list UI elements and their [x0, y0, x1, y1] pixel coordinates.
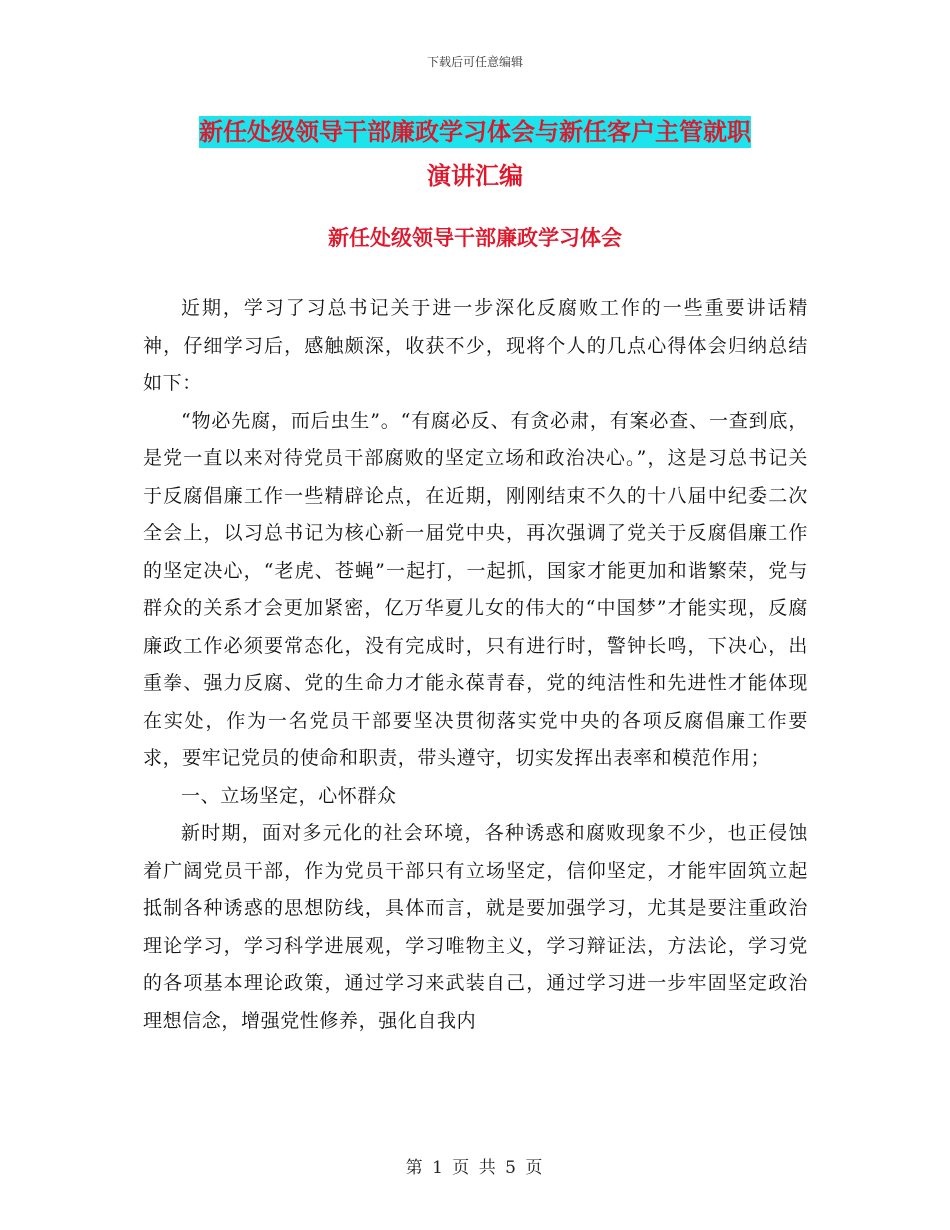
document-title: [140, 110, 810, 198]
header-note: 下载后可任意编辑: [426, 55, 523, 69]
document-title-line2: 演讲汇编: [427, 162, 523, 190]
document-title-line1: 新任处级领导干部廉政学习体会与新任客户主管就职: [199, 118, 751, 146]
page-footer: 第 1 页 共 5 页: [405, 1158, 545, 1178]
section-title: 新任处级领导干部廉政学习体会: [328, 226, 622, 250]
document-body: [143, 290, 808, 1040]
paragraph-heading-1: 一、立场坚定，心怀群众: [181, 784, 397, 807]
paragraph-body-1: 新时期，面对多元化的社会环境，各种诱惑和腐败现象不少，也正侵蚀着广阔党员干部，作为党员干部只有立场坚定，信仰坚定，才能牢固筑立起抵制各种诱惑的思想防线，具体而言，就是要加强学习，尤其是要注重政治理论学习，学习科学进展观，学习唯物主义，学习辩证法，方法论，学习党的各项基本理论政策，通过学习来武装自己，通过学习进一步牢固坚定政治理想信念，增强党性修养，强化自我内: [143, 822, 808, 1032]
paragraph-intro: 近期，学习了习总书记关于进一步深化反腐败工作的一些重要讲话精神，仔细学习后，感触颇深，收获不少，现将个人的几点心得体会归纳总结如下：: [143, 297, 808, 394]
paragraph-quote: “物必先腐，而后虫生”。“有腐必反、有贪必肃，有案必查、一查到底，是党一直以来对待党员干部腐败的坚定立场和政治决心。”，这是习总书记关于反腐倡廉工作一些精辟论点，在近期，刚刚结束不久的十八届中纪委二次全会上，以习总书记为核心新一届党中央，再次强调了党关于反腐倡廉工作的坚定决心，“老虎、苍蝇”一起打，一起抓，国家才能更加和谐繁荣，党与群众的关系才会更加紧密，亿万华夏儿女的伟大的“中国梦”才能实现，反腐廉政工作必须要常态化，没有完成时，只有进行时，警钟长鸣，下决心，出重拳、强力反腐、党的生命力才能永葆青春，党的纯洁性和先进性才能体现在实处，作为一名党员干部要坚决贯彻落实党中央的各项反腐倡廉工作要求，要牢记党员的使命和职责，带头遵守，切实发挥出表率和模范作用；: [143, 409, 808, 769]
